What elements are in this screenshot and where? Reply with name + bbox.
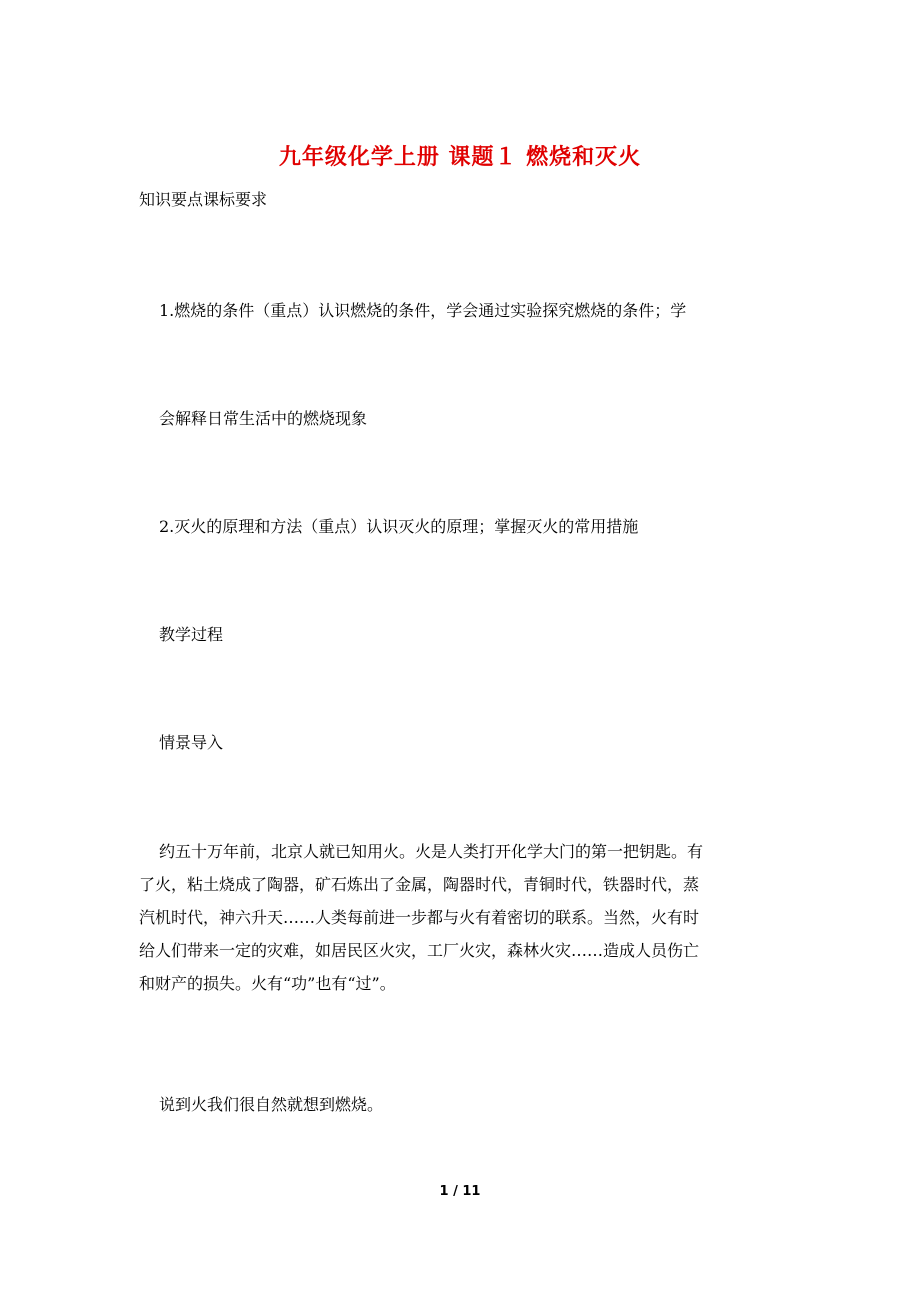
- section-heading: 知识要点课标要求: [139, 190, 268, 209]
- intro-paragraph-line-4: 给人们带来一定的灾难，如居民区火灾，工厂火灾，森林火灾……造成人员伤亡: [139, 941, 700, 960]
- requirement-1-line-2: 会解释日常生活中的燃烧现象: [159, 409, 368, 428]
- requirement-1-line-1: 1.燃烧的条件（重点）认识燃烧的条件，学会通过实验探究燃烧的条件；学: [159, 301, 687, 320]
- requirement-2: 2.灭火的原理和方法（重点）认识灭火的原理；掌握灭火的常用措施: [159, 517, 639, 536]
- intro-paragraph-line-3: 汽机时代，神六升天……人类每前进一步都与火有着密切的联系。当然，火有时: [139, 908, 700, 927]
- closing-sentence: 说到火我们很自然就想到燃烧。: [159, 1095, 384, 1114]
- intro-paragraph-line-5: 和财产的损失。火有“功”也有“过”。: [139, 974, 396, 993]
- teaching-process-heading: 教学过程: [159, 625, 224, 644]
- intro-paragraph-line-1: 约五十万年前，北京人就已知用火。火是人类打开化学大门的第一把钥匙。有: [159, 842, 704, 861]
- page-number: 1 / 11: [439, 1184, 481, 1199]
- document-title: 九年级化学上册 课题１ 燃烧和灭火: [278, 144, 642, 170]
- scene-intro-heading: 情景导入: [159, 733, 224, 752]
- intro-paragraph-line-2: 了火，粘土烧成了陶器，矿石炼出了金属，陶器时代，青铜时代，铁器时代，蒸: [139, 875, 700, 894]
